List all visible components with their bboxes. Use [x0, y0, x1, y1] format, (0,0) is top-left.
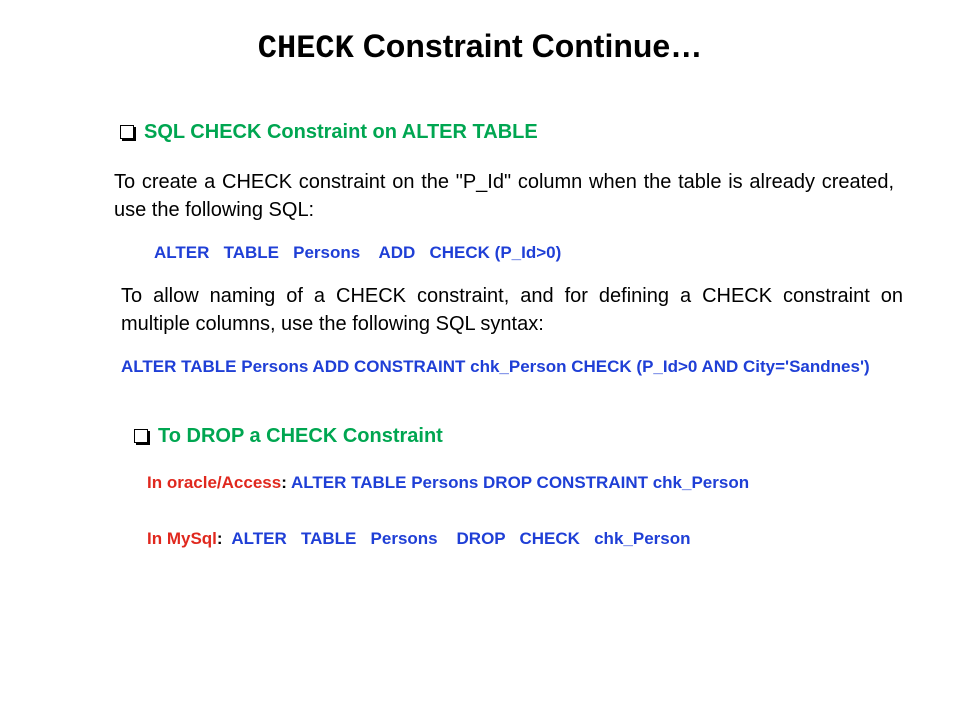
checkbox-bullet-icon — [134, 429, 148, 443]
oracle-drop-line — [147, 472, 749, 494]
naming-paragraph: To allow naming of a CHECK constraint, and for defining a CHECK constraint on multiple columns, use the following SQL syntax: — [121, 285, 903, 335]
mysql-colon: : — [216, 529, 223, 548]
mysql-label: In MySql — [147, 529, 217, 548]
mysql-drop-line — [147, 528, 691, 550]
oracle-colon: : — [281, 473, 287, 492]
title-text: Constraint Continue… — [353, 28, 703, 64]
section-heading-drop-text: To DROP a CHECK Constraint — [158, 425, 443, 447]
mysql-drop-code: ALTER TABLE Persons DROP CHECK chk_Person — [222, 529, 691, 548]
section-heading-alter — [120, 121, 538, 144]
code-add-constraint: ALTER TABLE Persons ADD CONSTRAINT chk_Person CHECK (P_Id>0 AND City='Sandnes') — [121, 357, 870, 376]
code-add-check: ALTER TABLE Persons ADD CHECK (P_Id>0) — [154, 243, 562, 262]
section-heading-alter-text: SQL CHECK Constraint on ALTER TABLE — [144, 121, 538, 143]
section-heading-drop — [134, 425, 443, 448]
page-title — [0, 28, 960, 67]
intro-paragraph: To create a CHECK constraint on the "P_Id" column when the table is already created, use the following SQL: — [114, 171, 894, 221]
checkbox-bullet-icon — [120, 125, 134, 139]
oracle-drop-code: ALTER TABLE Persons DROP CONSTRAINT chk_Person — [286, 473, 750, 492]
oracle-label: In oracle/Access — [147, 473, 282, 492]
title-keyword: CHECK — [257, 30, 354, 67]
